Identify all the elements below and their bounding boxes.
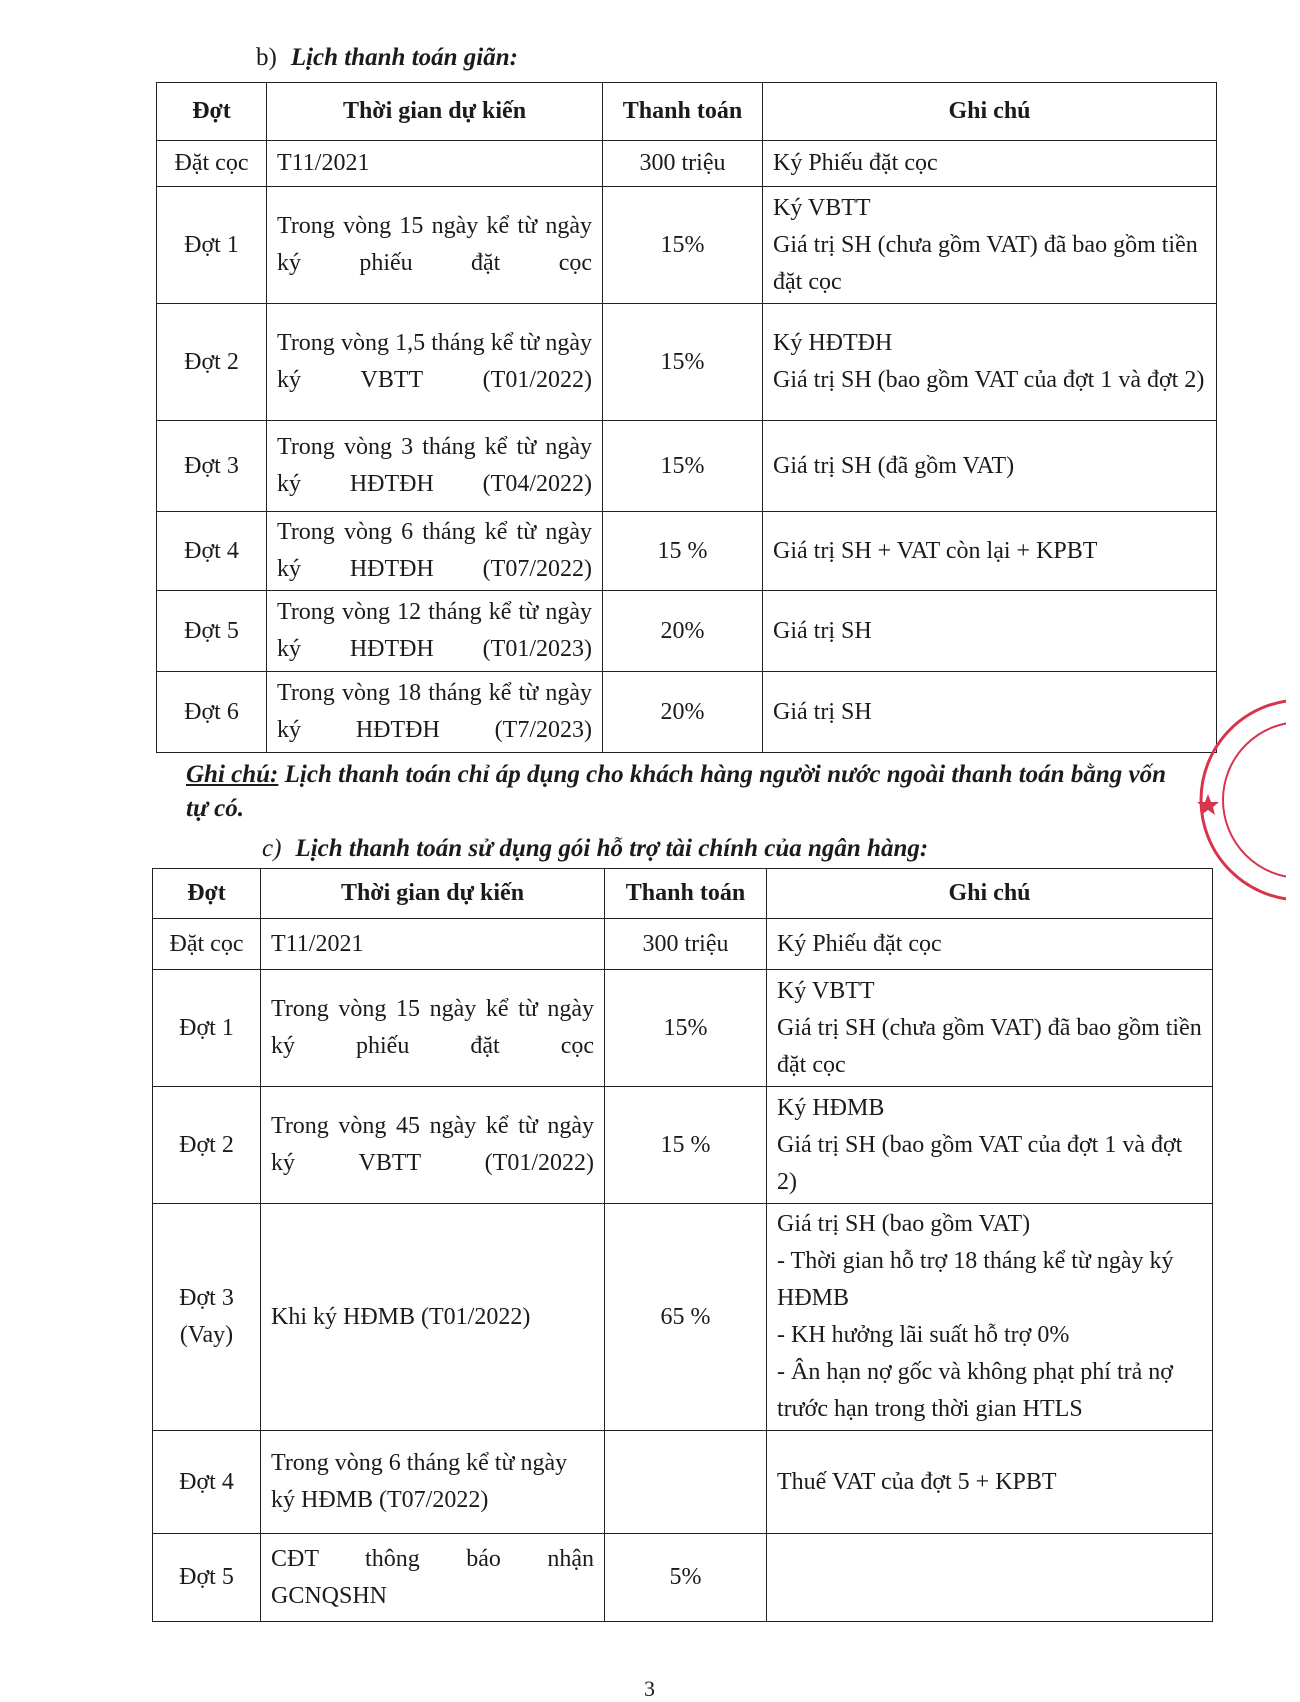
table-row — [157, 187, 1217, 304]
dot-line: Đợt 3 — [179, 1285, 234, 1311]
cell-note — [763, 421, 1217, 512]
note-line: Giá trị SH + VAT còn lại + KPBT — [773, 537, 1098, 564]
cell-time: Trong vòng 3 tháng kể từ ngày ký HĐTĐH (T04/2022) — [267, 421, 603, 512]
note-line: Thuế VAT của đợt 5 + KPBT — [777, 1468, 1057, 1495]
note-line: Giá trị SH (bao gồm VAT của đợt 1 và đợt 2) — [777, 1131, 1183, 1195]
table-row — [157, 421, 1217, 512]
cell-pay: 15 % — [605, 1087, 767, 1204]
company-seal — [1176, 690, 1286, 910]
cell-note — [767, 1431, 1213, 1534]
table-row — [157, 512, 1217, 591]
table-row — [153, 1534, 1213, 1622]
table-header-row — [153, 869, 1213, 919]
note-line: Giá trị SH — [773, 617, 872, 644]
cell-dot: Đợt 4 — [157, 512, 267, 591]
table-row — [157, 591, 1217, 672]
section-c-heading — [262, 835, 928, 863]
table-row — [157, 304, 1217, 421]
section-c-title: Lịch thanh toán sử dụng gói hỗ trợ tài chính của ngân hàng: — [295, 835, 929, 862]
note-line: Giá trị SH (đã gồm VAT) — [773, 452, 1015, 479]
table-row — [153, 919, 1213, 970]
cell-dot: Đợt 3 — [157, 421, 267, 512]
cell-note — [767, 970, 1213, 1087]
cell-pay: 300 triệu — [605, 919, 767, 970]
cell-pay: 15 % — [603, 512, 763, 591]
seal-rings — [1201, 700, 1286, 900]
note-line: - Ân hạn nợ gốc và không phạt phí trả nợ trước hạn trong thời gian HTLS — [777, 1359, 1173, 1422]
dot-line: Đợt 5 — [179, 1564, 234, 1590]
cell-note — [763, 512, 1217, 591]
table-row — [157, 672, 1217, 753]
cell-pay: 15% — [603, 187, 763, 304]
cell-pay: 20% — [603, 672, 763, 753]
note-line: Giá trị SH (chưa gồm VAT) đã bao gồm tiền đặt cọc — [773, 231, 1198, 295]
cell-time: Trong vòng 18 tháng kể từ ngày ký HĐTĐH (T7/2023) — [267, 672, 603, 753]
note-line: Ký Phiếu đặt cọc — [773, 150, 938, 176]
cell-note — [767, 1204, 1213, 1431]
cell-dot: Đợt 6 — [157, 672, 267, 753]
cell-time: Trong vòng 1,5 tháng kể từ ngày ký VBTT (T01/2022) — [267, 304, 603, 421]
cell-note — [767, 1534, 1213, 1622]
section-b-title: Lịch thanh toán giãn: — [290, 44, 518, 71]
dot-line: Đợt 1 — [179, 1014, 234, 1041]
cell-pay: 65 % — [605, 1204, 767, 1431]
table-row — [153, 1087, 1213, 1204]
dot-line: Đợt 2 — [179, 1131, 234, 1158]
cell-note — [763, 141, 1217, 187]
header-pay: Thanh toán — [603, 83, 763, 141]
table-header-row — [157, 83, 1217, 141]
note-line: Ký HĐTĐH — [773, 330, 893, 356]
payment-table-c — [152, 868, 1213, 1622]
cell-note — [767, 919, 1213, 970]
cell-time: Trong vòng 12 tháng kể từ ngày ký HĐTĐH (T01/2023) — [267, 591, 603, 672]
cell-dot: Đợt 5 — [157, 591, 267, 672]
note-line: Ký VBTT — [773, 194, 871, 221]
note-line: Ký HĐMB — [777, 1094, 885, 1121]
cell-note — [763, 187, 1217, 304]
dot-line: (Vay) — [179, 1322, 234, 1348]
cell-pay: 20% — [603, 591, 763, 672]
cell-note — [763, 591, 1217, 672]
note-line: Ký VBTT — [777, 977, 875, 1004]
cell-time: Trong vòng 6 tháng kể từ ngày ký HĐMB (T07/2022) — [261, 1431, 605, 1534]
note-line: - Thời gian hỗ trợ 18 tháng kể từ ngày ký HĐMB — [777, 1248, 1174, 1311]
cell-dot: Đặt cọc — [157, 141, 267, 187]
header-note: Ghi chú — [763, 83, 1217, 141]
cell-time: CĐT thông báo nhận GCNQSHN — [261, 1534, 605, 1622]
cell-dot — [153, 1204, 261, 1431]
cell-note — [763, 304, 1217, 421]
cell-pay: 15% — [603, 421, 763, 512]
cell-time: Trong vòng 45 ngày kể từ ngày ký VBTT (T01/2022) — [261, 1087, 605, 1204]
payment-table-b — [156, 82, 1217, 753]
note-line: Giá trị SH (chưa gồm VAT) đã bao gồm tiền đặt cọc — [777, 1014, 1202, 1078]
cell-time: T11/2021 — [267, 141, 603, 187]
header-time: Thời gian dự kiến — [267, 83, 603, 141]
cell-note — [763, 672, 1217, 753]
note-line: Giá trị SH (bao gồm VAT) — [777, 1211, 1031, 1237]
cell-pay: 5% — [605, 1534, 767, 1622]
dot-line: Đợt 4 — [179, 1468, 234, 1495]
note-line: Giá trị SH — [773, 698, 872, 725]
table-row — [153, 1431, 1213, 1534]
cell-dot — [153, 919, 261, 970]
cell-pay: 15% — [603, 304, 763, 421]
seal-outer-ring — [1201, 700, 1286, 900]
cell-dot: Đợt 2 — [157, 304, 267, 421]
cell-pay: 300 triệu — [603, 141, 763, 187]
note-paragraph — [186, 758, 1186, 826]
header-dot: Đợt — [153, 869, 261, 919]
page-number: 3 — [644, 1676, 655, 1701]
cell-time: Trong vòng 6 tháng kể từ ngày ký HĐTĐH (T07/2022) — [267, 512, 603, 591]
section-c-prefix: c) — [262, 835, 282, 862]
header-pay: Thanh toán — [605, 869, 767, 919]
note-line: Ký Phiếu đặt cọc — [777, 930, 942, 957]
cell-dot — [153, 1431, 261, 1534]
section-b-heading — [256, 44, 518, 72]
header-note: Ghi chú — [767, 869, 1213, 919]
note-body: Lịch thanh toán chỉ áp dụng cho khách hàng người nước ngoài thanh toán bằng vốn tự có. — [186, 761, 1166, 822]
note-label: Ghi chú: — [186, 761, 279, 788]
cell-time: Trong vòng 15 ngày kể từ ngày ký phiếu đặt cọc — [267, 187, 603, 304]
table-row — [157, 141, 1217, 187]
cell-pay — [605, 1431, 767, 1534]
table-row — [153, 970, 1213, 1087]
cell-dot — [153, 970, 261, 1087]
note-line: Giá trị SH (bao gồm VAT của đợt 1 và đợt 2) — [773, 367, 1205, 393]
cell-time: Trong vòng 15 ngày kể từ ngày ký phiếu đặt cọc — [261, 970, 605, 1087]
cell-dot — [153, 1534, 261, 1622]
cell-pay: 15% — [605, 970, 767, 1087]
cell-note — [767, 1087, 1213, 1204]
cell-time: Khi ký HĐMB (T01/2022) — [261, 1204, 605, 1431]
header-time: Thời gian dự kiến — [261, 869, 605, 919]
table-row — [153, 1204, 1213, 1431]
seal-inner-ring — [1223, 722, 1286, 878]
cell-time: T11/2021 — [261, 919, 605, 970]
dot-line: Đặt cọc — [169, 930, 244, 957]
cell-dot: Đợt 1 — [157, 187, 267, 304]
section-b-prefix: b) — [256, 44, 277, 71]
cell-dot — [153, 1087, 261, 1204]
note-line: - KH hưởng lãi suất hỗ trợ 0% — [777, 1322, 1070, 1348]
header-dot: Đợt — [157, 83, 267, 141]
